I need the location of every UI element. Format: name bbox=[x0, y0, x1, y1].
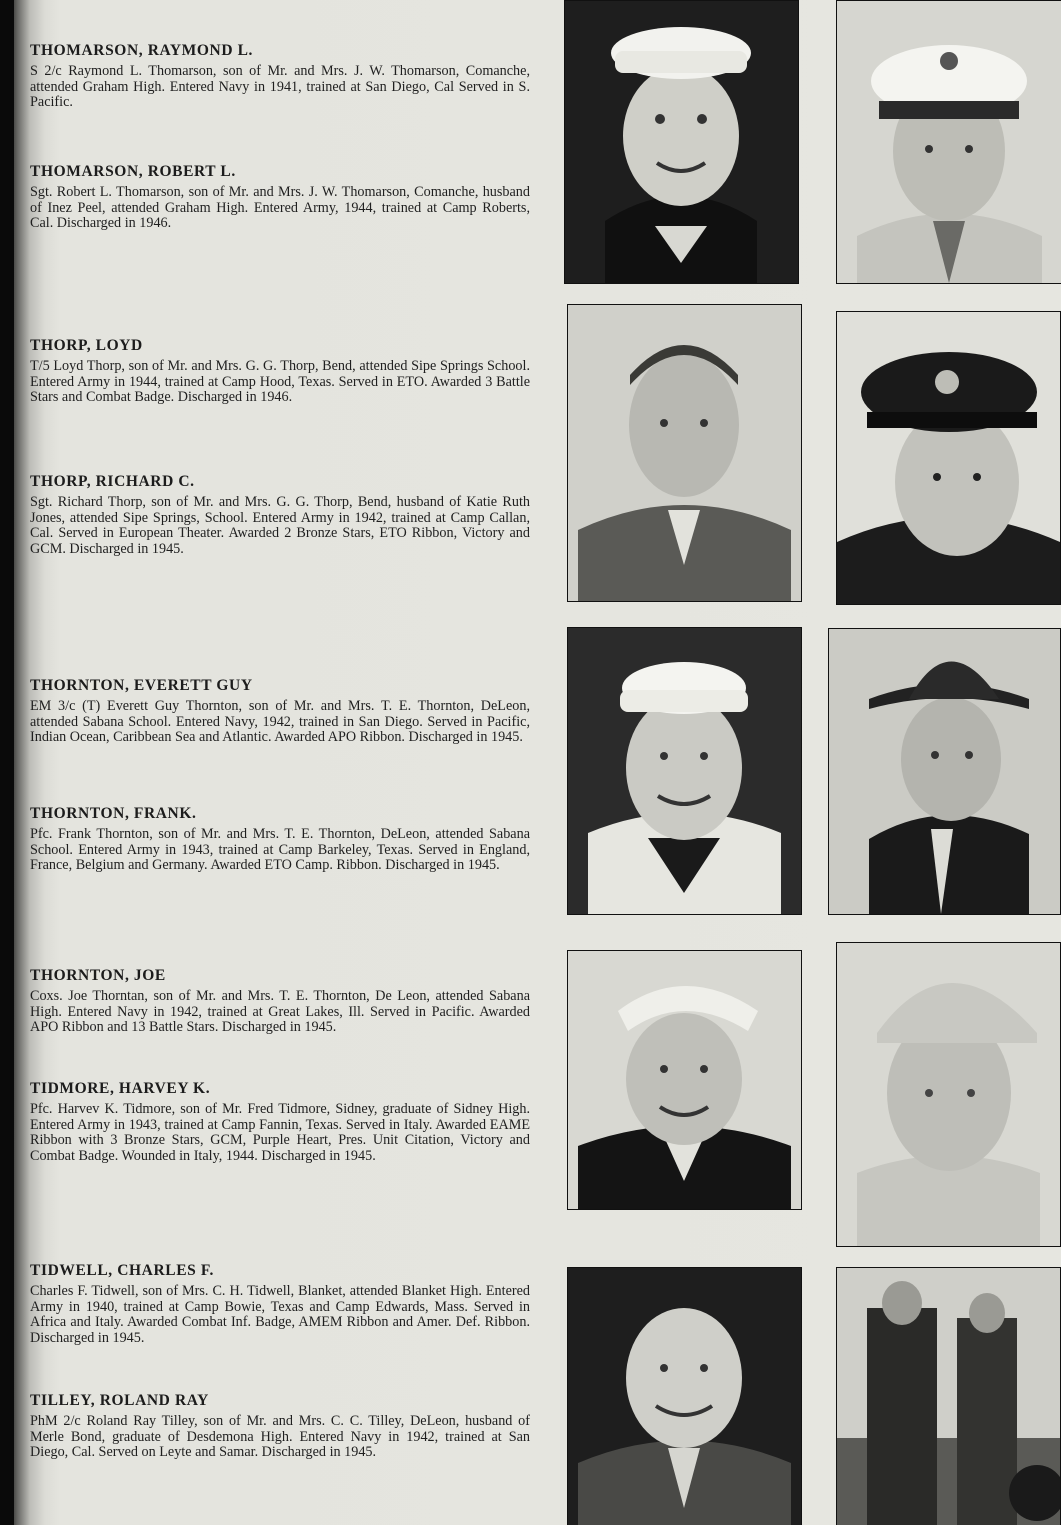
entry-name: TIDWELL, CHARLES F. bbox=[30, 1262, 214, 1279]
entry-thorp-richard bbox=[30, 473, 530, 557]
entry-bio: Pfc. Frank Thornton, son of Mr. and Mrs. T. E. Thornton, DeLeon, attended Sabana School. Entered Army in 1943, trained at Camp Barkeley, Texas. Served in England, France, Belgium and Germany. Awarded ETO Camp. Ribbon. Discharged in 1945. bbox=[30, 826, 530, 874]
entry-bio: S 2/c Raymond L. Thomarson, son of Mr. and Mrs. J. W. Thomarson, Comanche, attended Graham High. Entered Navy in 1941, trained at San Diego, Cal Served in S. Pacific. bbox=[30, 63, 530, 111]
entry-thornton-joe bbox=[30, 967, 530, 1036]
entry-name: TILLEY, ROLAND RAY bbox=[30, 1392, 209, 1409]
group-photo-icon bbox=[836, 1267, 1061, 1525]
entry-name: THOMARSON, ROBERT L. bbox=[30, 163, 236, 180]
soldier-portrait-icon bbox=[567, 304, 802, 602]
entry-thornton-frank bbox=[30, 805, 530, 874]
garrison-cap-portrait-icon bbox=[836, 942, 1061, 1247]
sailor-portrait-icon bbox=[567, 627, 802, 915]
entry-bio: EM 3/c (T) Everett Guy Thornton, son of Mr. and Mrs. T. E. Thornton, DeLeon, attended Sabana School. Entered Navy, 1942, trained in San Diego. Served in Pacific, Indian Ocean, Caribbean Sea and Atlantic. Awarded APO Ribbon. Discharged in 1945. bbox=[30, 698, 530, 746]
entry-thornton-everett bbox=[30, 677, 530, 746]
entry-thorp-loyd bbox=[30, 337, 530, 406]
entry-bio: PhM 2/c Roland Ray Tilley, son of Mr. and Mrs. C. C. Tilley, DeLeon, husband of Merle Bond, graduate of Desdemona High. Entered Navy in 1942, trained at San Diego, Cal. Served on Leyte and Samar. Discharged in 1945. bbox=[30, 1413, 530, 1461]
entry-tidwell-charles bbox=[30, 1262, 530, 1346]
entry-bio: Coxs. Joe Thorntan, son of Mr. and Mrs. T. E. Thornton, De Leon, attended Sabana High. Entered Navy in 1942, trained at Great Lakes, Ill. Served in Pacific. Awarded APO Ribbon and 13 Battle Stars. Discharged in 1945. bbox=[30, 988, 530, 1036]
entry-bio: Charles F. Tidwell, son of Mrs. C. H. Tidwell, Blanket, attended Blanket High. Entered Army in 1940, trained at Camp Bowie, Texas and Camp Edwards, Mass. Served in Africa and Italy. Awarded Combat Inf. Badge, AMEM Ribbon and Amer. Def. Ribbon. Discharged in 1945. bbox=[30, 1283, 530, 1346]
entry-name: THORNTON, EVERETT GUY bbox=[30, 677, 253, 694]
entry-name: THOMARSON, RAYMOND L. bbox=[30, 42, 254, 59]
sailor-portrait-icon bbox=[567, 950, 802, 1210]
officer-cap-portrait-icon bbox=[836, 0, 1061, 284]
entry-thomarson-robert bbox=[30, 163, 530, 232]
entry-thomarson-raymond bbox=[30, 42, 530, 111]
book-spine-shadow bbox=[0, 0, 14, 1525]
soldier-portrait-icon bbox=[567, 1267, 802, 1525]
sailor-portrait-icon bbox=[564, 0, 799, 284]
army-cap-portrait-icon bbox=[836, 311, 1061, 605]
fedora-portrait-icon bbox=[828, 628, 1061, 915]
entry-name: THORP, LOYD bbox=[30, 337, 143, 354]
entry-name: THORNTON, JOE bbox=[30, 967, 166, 984]
entry-tilley-roland bbox=[30, 1392, 530, 1461]
entry-name: THORP, RICHARD C. bbox=[30, 473, 195, 490]
entry-name: THORNTON, FRANK. bbox=[30, 805, 197, 822]
entry-bio: Sgt. Richard Thorp, son of Mr. and Mrs. G. G. Thorp, Bend, husband of Katie Ruth Jones, attended Sipe Springs, School. Entered Army in 1942, trained at Camp Callan, Cal. Served in European Theater. Awarded 2 Bronze Stars, ETO Ribbon, Victory and GCM. Discharged in 1945. bbox=[30, 494, 530, 557]
entry-bio: Pfc. Harvev K. Tidmore, son of Mr. Fred Tidmore, Sidney, graduate of Sidney High. Entered Army in 1943, trained at Camp Fannin, Texas. Served in Italy. Awarded EAME Ribbon with 3 Bronze Stars, GCM, Purple Heart, Pres. Unit Citation, Victory and Combat Badge. Wounded in Italy, 1944. Discharged in 1945. bbox=[30, 1101, 530, 1164]
entry-bio: Sgt. Robert L. Thomarson, son of Mr. and Mrs. J. W. Thomarson, Comanche, husband of Inez Peel, attended Graham High. Entered Army, 1944, trained at Camp Roberts, Cal. Discharged in 1946. bbox=[30, 184, 530, 232]
entry-bio: T/5 Loyd Thorp, son of Mr. and Mrs. G. G. Thorp, Bend, attended Sipe Springs School. Entered Army in 1944, trained at Camp Hood, Texas. Served in ETO. Awarded 3 Battle Stars and Combat Badge. Discharged in 1946. bbox=[30, 358, 530, 406]
entry-tidmore-harvey bbox=[30, 1080, 530, 1164]
entry-name: TIDMORE, HARVEY K. bbox=[30, 1080, 211, 1097]
